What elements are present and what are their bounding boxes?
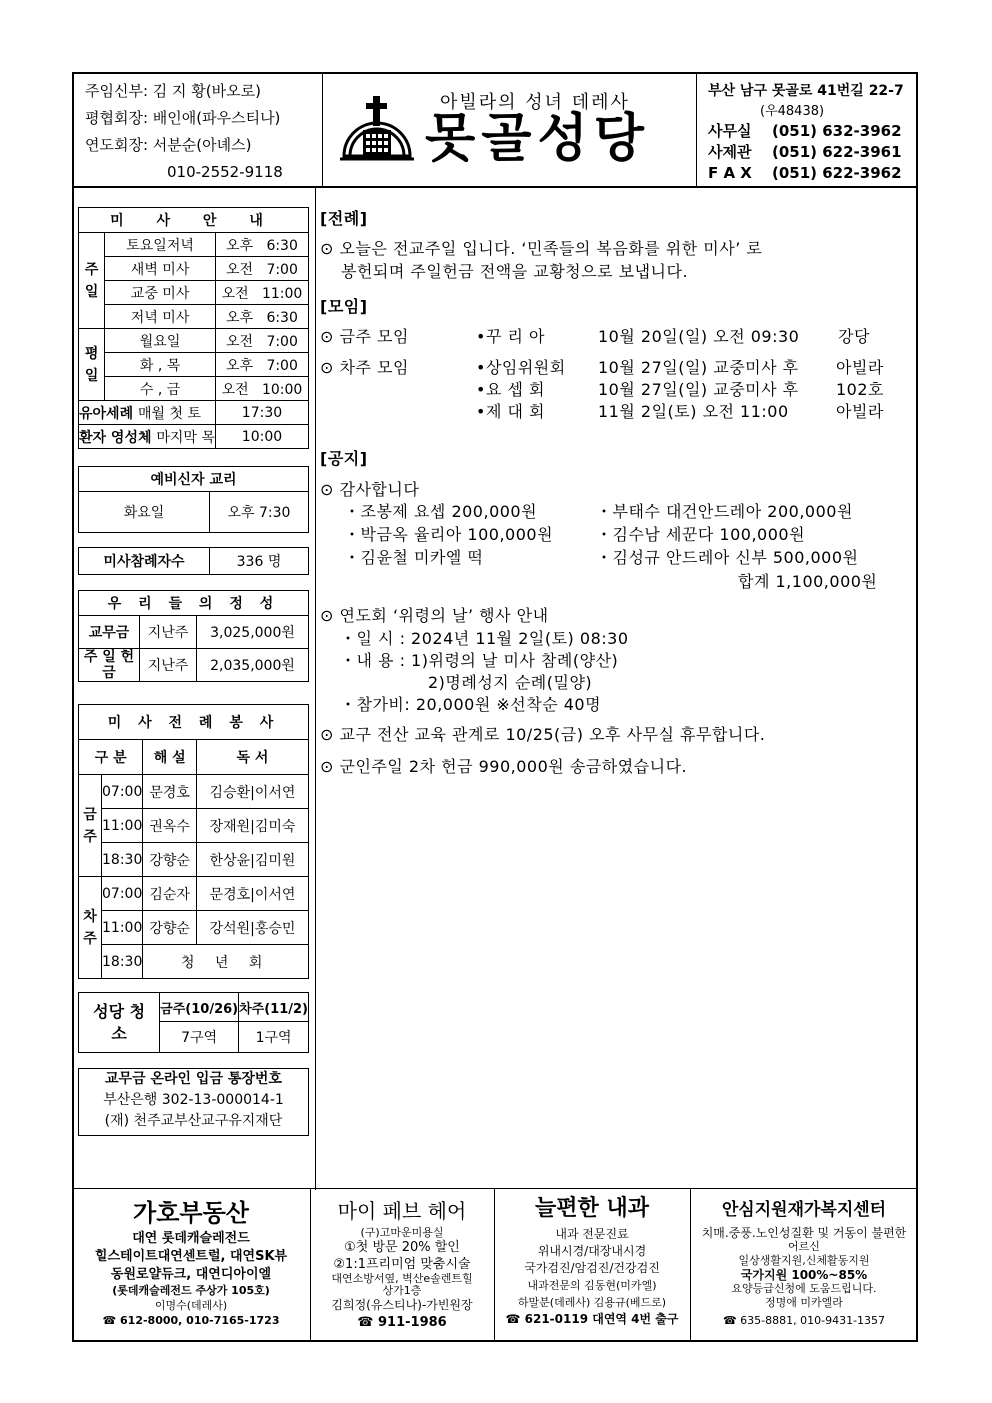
cleaning-this-head: 금주(10/26) xyxy=(160,993,239,1022)
offering-name: 주 일 헌 금 xyxy=(79,649,140,682)
welfare-line: 국가지원 100%~85% xyxy=(740,1268,868,1282)
meeting-when: 11월 2일(토) 오전 11:00 xyxy=(598,402,789,421)
address: 부산 남구 못골로 41번길 22-7 xyxy=(708,83,904,99)
hair-line: 대연소방서옆, 벽산e솔렌트힐 xyxy=(331,1273,473,1285)
donor: ・박금옥 율리아 100,000원 xyxy=(344,525,554,544)
header-divider xyxy=(72,186,918,188)
this-week-label: 금주 xyxy=(79,775,102,877)
thanks-title: ⊙ 감사합니다 xyxy=(320,480,420,499)
office-phone: (051) 632-3962 xyxy=(772,122,902,140)
catechumen-day: 화요일 xyxy=(79,492,210,533)
cleaning-next: 1구역 xyxy=(239,1022,309,1053)
mass-ampm: 오전 xyxy=(221,381,249,398)
offering-period: 지난주 xyxy=(140,649,197,682)
offering-period: 지난주 xyxy=(140,616,197,649)
server-commentator: 권옥수 xyxy=(143,809,197,843)
realty-phone: ☎ 612-8000, 010-7165-1723 xyxy=(102,1314,280,1327)
meeting-where: 아빌라 xyxy=(836,358,884,377)
donor: ・김윤철 미카엘 떡 xyxy=(344,548,484,567)
server-time: 18:30 xyxy=(102,945,143,979)
mass-time: 6:30 xyxy=(266,309,298,326)
mass-time: 6:30 xyxy=(266,237,298,254)
realty-line: 동원로얄듀크, 대연디아이엘 xyxy=(110,1267,272,1282)
account-box xyxy=(78,1068,309,1136)
donation-total: 합계 1,100,000원 xyxy=(738,572,878,591)
meetings-next-label: ⊙ 차주 모임 xyxy=(320,358,409,377)
rectory-label: 사제관 xyxy=(708,143,752,161)
meeting-when: 10월 27일(일) 교중미사 후 xyxy=(598,380,799,399)
server-reader: 김승환|이서연 xyxy=(196,775,308,809)
catechumen-title: 예비신자 교리 xyxy=(79,467,309,492)
church-subtitle: 아빌라의 성녀 데레사 xyxy=(440,92,630,113)
realty-name: 가호부동산 xyxy=(133,1199,249,1227)
reader: 이서연 xyxy=(254,784,296,801)
mass-name: 교중 미사 xyxy=(105,281,216,305)
liturgy-line-1: ⊙ 오늘은 전교주일 입니다. ‘민족들의 복음화를 위한 미사’ 로 xyxy=(320,239,763,258)
server-time: 11:00 xyxy=(102,911,143,945)
attendance-value: 336 명 xyxy=(210,548,309,575)
liturgy-line-2: 봉헌되며 주일헌금 전액을 교황청으로 보냅니다. xyxy=(341,262,689,281)
offering-name: 교무금 xyxy=(79,616,140,649)
event-date: ・일 시 : 2024년 11월 2일(토) 08:30 xyxy=(340,629,629,648)
server-reader: 장재원|김미숙 xyxy=(196,809,308,843)
welfare-line: 일상생활지원,신체활동지원 xyxy=(738,1254,870,1267)
donor: ・김수남 세꾼다 100,000원 xyxy=(596,525,806,544)
realty-line: 대연 롯데캐슬레전드 xyxy=(132,1231,250,1246)
hair-line: 상가1층 xyxy=(382,1285,422,1297)
mass-title: 미 사 안 내 xyxy=(79,208,309,233)
mass-time: 11:00 xyxy=(261,285,303,302)
next-week-label: 차주 xyxy=(79,877,102,979)
ads-divider xyxy=(72,1188,918,1189)
youth-group: 청 년 회 xyxy=(143,945,309,979)
pastor: 주임신부: 김 지 황(바오로) xyxy=(85,82,261,100)
meeting-group: •제 대 회 xyxy=(476,402,545,421)
ad-welfare xyxy=(692,1190,916,1340)
server-commentator: 강향순 xyxy=(143,911,197,945)
infant-label: 유아세례 xyxy=(79,405,134,422)
meetings-this-label: ⊙ 금주 모임 xyxy=(320,327,409,346)
account-bank: 부산은행 302-13-000014-1 xyxy=(103,1092,284,1108)
content-divider xyxy=(315,187,316,1190)
office-label: 사무실 xyxy=(708,122,752,140)
weekday-label: 평일 xyxy=(79,329,105,401)
clinic-phone: ☎ 621-0119 대연역 4번 출구 xyxy=(505,1312,679,1326)
account-holder: (재) 천주교부산교구유지재단 xyxy=(104,1113,283,1129)
mass-name: 저녁 미사 xyxy=(105,305,216,329)
military-offering-notice: ⊙ 군인주일 2차 헌금 990,000원 송금하였습니다. xyxy=(320,757,688,776)
donor: ・부태수 대건안드레아 200,000원 xyxy=(596,502,853,521)
welfare-phone: ☎ 635-8881, 010-9431-1357 xyxy=(722,1314,886,1327)
infant-baptism xyxy=(79,401,216,425)
welfare-line: 정명애 미카엘라 xyxy=(765,1296,843,1309)
contact-list xyxy=(708,121,902,184)
offering-amount: 3,025,000원 xyxy=(197,616,309,649)
meeting-where: 102호 xyxy=(836,380,884,399)
offering-table xyxy=(78,590,309,682)
welfare-line: 치매.중풍.노인성질환 및 거동이 불편한 xyxy=(701,1226,907,1240)
fax-label: F A X xyxy=(708,164,752,182)
mass-time: 10:00 xyxy=(261,381,303,398)
server-reader: 한상윤|김미원 xyxy=(196,843,308,877)
meeting-group: •요 셉 회 xyxy=(476,380,545,399)
mass-ampm: 오전 xyxy=(226,333,254,350)
welfare-name: 안심지원재가복지센터 xyxy=(721,1200,887,1220)
header-divider-left xyxy=(322,72,323,186)
ad-divider xyxy=(494,1188,495,1342)
attendance-table xyxy=(78,547,309,575)
church-title: 못골성당 xyxy=(425,109,650,169)
meeting-where: 아빌라 xyxy=(836,402,884,421)
mass-name: 수 , 금 xyxy=(105,377,216,401)
church-logo-icon xyxy=(338,92,416,168)
reader: 김미원 xyxy=(254,852,296,869)
account-title: 교무금 온라인 입금 통장번호 xyxy=(105,1071,282,1087)
clinic-line: 하말분(데레사) 김용규(베드로) xyxy=(517,1296,667,1309)
server-time: 07:00 xyxy=(102,775,143,809)
reader: 김미숙 xyxy=(254,818,296,835)
sick-time: 10:00 xyxy=(215,425,308,449)
server-time: 18:30 xyxy=(102,843,143,877)
welfare-line: 요양등급신청에 도움드립니다. xyxy=(731,1282,877,1295)
reader: 문경호 xyxy=(209,886,251,903)
clinic-line: 국가검진/암검진/건강검진 xyxy=(524,1261,660,1275)
council-president: 평협회장: 배인애(파우스티나) xyxy=(85,109,281,127)
event-content-1: ・내 용 : 1)위령의 날 미사 참례(양산) xyxy=(340,651,619,670)
ad-clinic xyxy=(496,1190,688,1340)
event-fee: ・참가비: 20,000원 ※선착순 40명 xyxy=(340,695,602,714)
clinic-line: 위내시경/대장내시경 xyxy=(537,1244,647,1258)
donor: ・김성규 안드레아 신부 500,000원 xyxy=(596,548,859,567)
ad-realty xyxy=(74,1190,308,1340)
donor: ・조봉제 요셉 200,000원 xyxy=(344,502,538,521)
header-divider-right xyxy=(696,72,697,186)
ad-divider xyxy=(310,1188,311,1342)
clinic-name: 늘편한 내과 xyxy=(535,1196,649,1221)
mass-name: 월요일 xyxy=(105,329,216,353)
mass-ampm: 오전 xyxy=(221,285,249,302)
mass-name: 토요일저녁 xyxy=(105,233,216,257)
infant-time: 17:30 xyxy=(215,401,308,425)
mass-ampm: 오후 xyxy=(226,309,254,326)
elder-phone: 010-2552-9118 xyxy=(167,163,283,181)
zip-code: (우48438) xyxy=(760,104,825,119)
server-commentator: 김순자 xyxy=(143,877,197,911)
cleaning-this: 7구역 xyxy=(160,1022,239,1053)
reader: 한상윤 xyxy=(209,852,251,869)
meeting-where: 강당 xyxy=(838,327,870,346)
server-commentator: 강향순 xyxy=(143,843,197,877)
welfare-line: 어르신 xyxy=(788,1240,820,1253)
reader: 장재원 xyxy=(209,818,251,835)
offering-title: 우 리 들 의 정 성 xyxy=(79,591,309,616)
catechumen-table xyxy=(78,466,309,533)
mass-name: 새벽 미사 xyxy=(105,257,216,281)
mass-name: 화 , 목 xyxy=(105,353,216,377)
fax-phone: (051) 622-3962 xyxy=(772,164,902,182)
servers-table xyxy=(78,704,309,979)
cleaning-table xyxy=(78,992,309,1053)
meeting-group: •상임위원회 xyxy=(476,358,566,377)
mass-ampm: 오전 xyxy=(226,261,254,278)
sick-label: 환자 영성체 xyxy=(79,429,152,446)
elder-president: 연도회장: 서분순(아녜스) xyxy=(85,136,252,154)
infant-when: 매월 첫 토 xyxy=(137,405,201,422)
hair-line: (구)고마운미용실 xyxy=(360,1226,444,1239)
server-time: 07:00 xyxy=(102,877,143,911)
meetings-title: [모임] xyxy=(320,297,368,316)
cleaning-label: 성당 청소 xyxy=(79,993,160,1053)
ad-divider xyxy=(690,1188,691,1342)
realty-line: 힐스테이트대연센트럴, 대연SK뷰 xyxy=(94,1249,288,1264)
realty-line: 이명수(데레사) xyxy=(154,1299,228,1312)
clinic-line: 내과 전문진료 xyxy=(555,1227,629,1241)
hair-line: 김희정(유스티나)-가빈원장 xyxy=(331,1298,473,1312)
hair-line: ②1:1프리미엄 맞춤시술 xyxy=(333,1257,471,1272)
servers-header: 독 서 xyxy=(196,740,308,775)
hair-line: ①첫 방문 20% 할인 xyxy=(344,1240,460,1255)
sick-communion xyxy=(79,425,216,449)
event-title: ⊙ 연도회 ‘위령의 날’ 행사 안내 xyxy=(320,606,549,625)
reader: 홍승민 xyxy=(254,920,296,937)
mass-time: 7:00 xyxy=(266,261,298,278)
server-time: 11:00 xyxy=(102,809,143,843)
meeting-when: 10월 27일(일) 교중미사 후 xyxy=(598,358,799,377)
mass-ampm: 오후 xyxy=(226,237,254,254)
mass-time: 7:00 xyxy=(266,357,298,374)
sick-when: 마지막 목 xyxy=(156,429,215,446)
catechumen-time: 오후 7:30 xyxy=(210,492,309,533)
ad-hair xyxy=(312,1190,492,1340)
office-closed-notice: ⊙ 교구 전산 교육 관계로 10/25(금) 오후 사무실 휴무합니다. xyxy=(320,725,766,744)
liturgy-title: [전례] xyxy=(320,209,368,228)
attendance-label: 미사참례자수 xyxy=(79,548,210,575)
mass-time: 7:00 xyxy=(266,333,298,350)
mass-schedule-table xyxy=(78,207,309,449)
reader: 김승환 xyxy=(209,784,251,801)
clinic-line: 내과전문의 김동현(미카엘) xyxy=(527,1279,657,1292)
mass-ampm: 오후 xyxy=(226,357,254,374)
notices-title: [공지] xyxy=(320,449,368,468)
event-content-2: 2)명례성지 순례(밀양) xyxy=(428,673,593,692)
reader: 이서연 xyxy=(254,886,296,903)
server-reader: 문경호|이서연 xyxy=(196,877,308,911)
servers-header: 구 분 xyxy=(79,740,143,775)
meeting-group: •꾸 리 아 xyxy=(476,327,545,346)
server-commentator: 문경호 xyxy=(143,775,197,809)
rectory-phone: (051) 622-3961 xyxy=(772,143,902,161)
hair-name: 마이 페브 헤어 xyxy=(337,1199,467,1223)
header-staff xyxy=(85,78,283,186)
server-reader: 강석원|홍승민 xyxy=(196,911,308,945)
realty-line: (롯데캐슬레전드 주상가 105호) xyxy=(112,1284,270,1297)
servers-header: 해 설 xyxy=(143,740,197,775)
reader: 강석원 xyxy=(209,920,251,937)
meeting-when: 10월 20일(일) 오전 09:30 xyxy=(598,327,800,346)
hair-phone: ☎ 911-1986 xyxy=(357,1315,447,1330)
cleaning-next-head: 차주(11/2) xyxy=(239,993,309,1022)
servers-title: 미 사 전 례 봉 사 xyxy=(79,705,309,740)
offering-amount: 2,035,000원 xyxy=(197,649,309,682)
sunday-label: 주일 xyxy=(79,233,105,329)
